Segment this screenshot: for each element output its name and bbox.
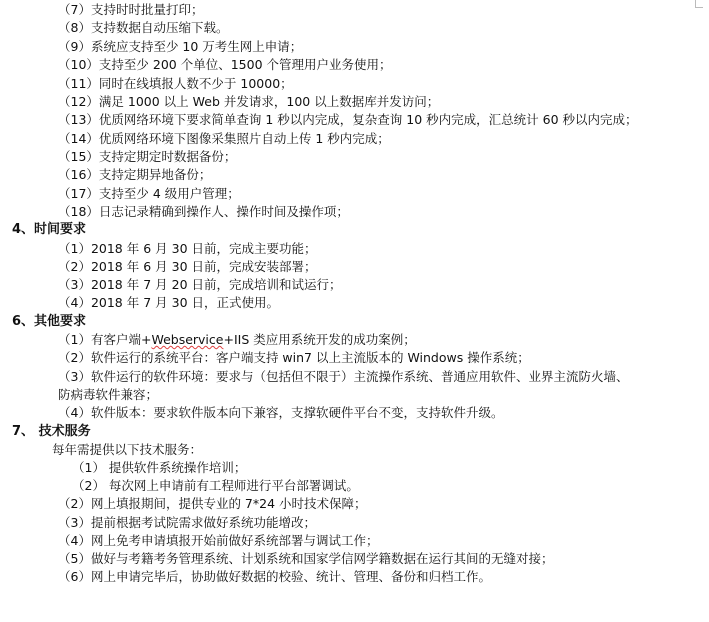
section-heading-other: 6、其他要求 bbox=[12, 314, 87, 329]
list-item: （2） 每次网上申请前有工程师进行平台部署调试。 bbox=[72, 478, 359, 493]
list-item: （12）满足 1000 以上 Web 并发请求，100 以上数据库并发访问； bbox=[58, 94, 440, 109]
list-item: （2）软件运行的系统平台：客户端支持 win7 以上主流版本的 Windows 操作系统； bbox=[58, 350, 530, 365]
list-item: （4）软件版本：要求软件版本向下兼容，支撑软硬件平台不变，支持软件升级。 bbox=[58, 405, 504, 420]
list-item: （15）支持定期定时数据备份； bbox=[58, 149, 237, 164]
list-item: （2）2018 年 6 月 30 日前，完成安装部署； bbox=[58, 259, 317, 274]
list-item: （4）2018 年 7 月 30 日，正式使用。 bbox=[58, 295, 279, 310]
list-item: （8）支持数据自动压缩下载。 bbox=[58, 20, 229, 35]
list-item: （14）优质网络环境下图像采集照片自动上传 1 秒内完成； bbox=[58, 131, 390, 146]
list-item: （1） 提供软件系统操作培训； bbox=[72, 460, 247, 475]
list-item: （13）优质网络环境下要求简单查询 1 秒以内完成，复杂查询 10 秒内完成，汇总统计 60 秒以内完成； bbox=[58, 112, 638, 127]
list-item: （2）网上填报期间，提供专业的 7*24 小时技术保障； bbox=[58, 496, 367, 511]
list-item: （6）网上申请完毕后，协助做好数据的校验、统计、管理、备份和归档工作。 bbox=[58, 569, 491, 584]
list-item: （3）软件运行的软件环境：要求与（包括但不限于）主流操作系统、普通应用软件、业界主流防火墙、 bbox=[58, 369, 629, 384]
list-item: （16）支持定期异地备份； bbox=[58, 167, 212, 182]
list-item: （4）网上免考申请填报开始前做好系统部署与调试工作； bbox=[58, 533, 379, 548]
list-item-continuation: 防病毒软件兼容； bbox=[58, 387, 159, 402]
list-item: （3）2018 年 7 月 20 日前，完成培训和试运行； bbox=[58, 277, 342, 292]
section-heading-tech-service: 7、 技术服务 bbox=[12, 424, 91, 439]
page-corner-mark bbox=[695, 0, 703, 8]
paragraph: 每年需提供以下技术服务： bbox=[52, 442, 203, 457]
list-item: （9）系统应支持至少 10 万考生网上申请； bbox=[58, 39, 303, 54]
spellcheck-flagged-word: Webservice bbox=[151, 332, 224, 347]
list-item: （5）做好与考籍考务管理系统、计划系统和国家学信网学籍数据在运行其间的无缝对接； bbox=[58, 551, 554, 566]
list-item: （17）支持至少 4 级用户管理； bbox=[58, 186, 240, 201]
list-item bbox=[58, 332, 416, 348]
list-item: （3）提前根据考试院需求做好系统功能增改； bbox=[58, 515, 316, 530]
list-item: （11）同时在线填报人数不少于 10000； bbox=[58, 76, 293, 91]
list-item: （10）支持至少 200 个单位、1500 个管理用户业务使用； bbox=[58, 57, 392, 72]
section-heading-time: 4、时间要求 bbox=[12, 222, 87, 237]
text-fragment: +IIS 类应用系统开发的成功案例； bbox=[223, 332, 416, 347]
list-item: （18）日志记录精确到操作人、操作时间及操作项； bbox=[58, 204, 349, 219]
list-item: （7）支持时时批量打印； bbox=[58, 2, 204, 17]
list-item: （1）2018 年 6 月 30 日前，完成主要功能； bbox=[58, 241, 317, 256]
text-fragment: （1）有客户端+ bbox=[58, 332, 152, 347]
